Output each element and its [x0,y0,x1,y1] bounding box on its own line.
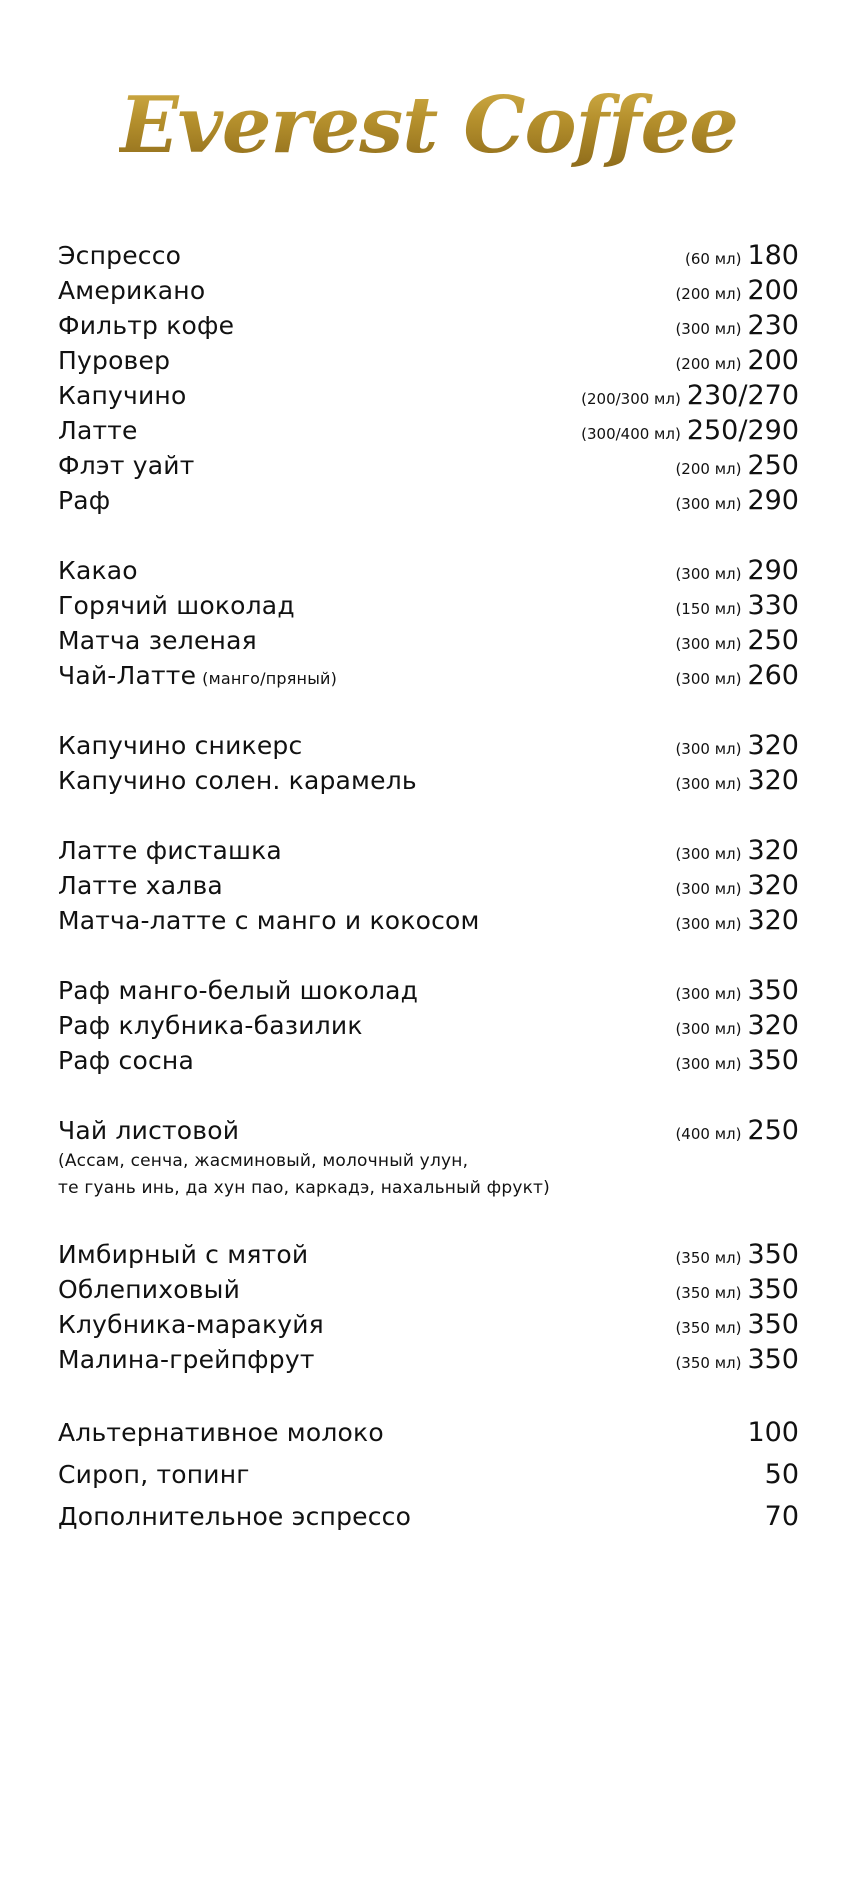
menu-item [58,623,799,658]
menu [58,238,799,1538]
menu-section-tea-specials [58,1237,799,1377]
brand-title: Everest Coffee [119,80,738,171]
item-volume: (150 мл) [675,600,742,618]
menu-item [58,273,799,308]
item-volume: (300 мл) [675,1055,742,1073]
item-price: 250/290 [686,415,799,446]
item-price: 230/270 [686,380,799,411]
item-volume: (300 мл) [675,985,742,1003]
item-price: 320 [747,1010,799,1041]
menu-item [58,1043,799,1078]
menu-item [58,448,799,483]
item-name: Раф сосна [58,1046,194,1075]
item-volume: (300 мл) [675,1020,742,1038]
item-name: Какао [58,556,138,585]
item-price: 350 [747,975,799,1006]
brand-logo [0,80,857,171]
item-volume: (300 мл) [675,775,742,793]
item-price: 350 [747,1274,799,1305]
extra-price: 50 [764,1459,799,1490]
menu-section-raf-specials [58,973,799,1078]
menu-section-extras [58,1412,799,1538]
item-name: Флэт уайт [58,451,195,480]
item-volume: (60 мл) [684,250,742,268]
menu-item [58,378,799,413]
menu-item [58,483,799,518]
item-price: 180 [747,240,799,271]
item-volume: (300 мл) [675,845,742,863]
menu-item [58,1113,799,1148]
menu-item [58,1237,799,1272]
menu-section-cappuccino-specials [58,728,799,798]
item-price: 350 [747,1309,799,1340]
menu-item [58,1307,799,1342]
item-name: Латте фисташка [58,836,282,865]
item-name: Латте [58,416,138,445]
item-volume: (300 мл) [675,495,742,513]
menu-item [58,728,799,763]
item-name: Малина-грейпфрут [58,1345,315,1374]
item-name: Пуровер [58,346,171,375]
item-volume: (200 мл) [675,355,742,373]
item-price: 320 [747,835,799,866]
item-name: Эспрессо [58,241,182,270]
item-name: Раф клубника-базилик [58,1011,363,1040]
menu-item [58,1272,799,1307]
item-name: Матча зеленая [58,626,257,655]
menu-section-hot-drinks [58,553,799,693]
menu-item [58,658,799,693]
item-name: Чай листовой [58,1116,240,1145]
item-volume: (350 мл) [675,1319,742,1337]
menu-section-leaf-tea [58,1113,799,1202]
item-price: 250 [747,1115,799,1146]
item-name: Имбирный с мятой [58,1240,309,1269]
item-price: 290 [747,555,799,586]
menu-item [58,833,799,868]
item-volume: (350 мл) [675,1354,742,1372]
item-name: Горячий шоколад [58,591,295,620]
extra-name: Сироп, топинг [58,1460,250,1489]
item-volume: (200/300 мл) [581,390,681,408]
item-price: 320 [747,730,799,761]
extra-item [58,1454,799,1496]
menu-item [58,343,799,378]
extra-name: Дополнительное эспрессо [58,1502,412,1531]
item-name: Капучино сникерс [58,731,303,760]
item-name: Чай-Латте [58,661,197,690]
item-volume: (200 мл) [675,460,742,478]
item-volume: (300 мл) [675,670,742,688]
item-name: Капучино солен. карамель [58,766,417,795]
item-price: 350 [747,1344,799,1375]
menu-item [58,413,799,448]
menu-item [58,553,799,588]
item-price: 320 [747,905,799,936]
item-name: Американо [58,276,206,305]
menu-item [58,1008,799,1043]
item-price: 350 [747,1239,799,1270]
item-price: 260 [747,660,799,691]
item-volume: (300 мл) [675,915,742,933]
item-name: Матча-латте с манго и кокосом [58,906,480,935]
tea-varieties-line: (Ассам, сенча, жасминовый, молочный улун, [58,1151,469,1171]
menu-item [58,903,799,938]
menu-item [58,868,799,903]
extra-item [58,1412,799,1454]
item-note: (манго/пряный) [202,669,338,688]
menu-item [58,973,799,1008]
item-name: Клубника-маракуйя [58,1310,324,1339]
extra-name: Альтернативное молоко [58,1418,384,1447]
menu-section-coffee [58,238,799,518]
extra-price: 70 [764,1501,799,1532]
item-price: 320 [747,765,799,796]
item-price: 250 [747,625,799,656]
menu-section-latte-specials [58,833,799,938]
menu-item [58,308,799,343]
item-price: 350 [747,1045,799,1076]
item-name: Облепиховый [58,1275,241,1304]
item-name: Капучино [58,381,187,410]
menu-item [58,1342,799,1377]
item-name: Латте халва [58,871,223,900]
item-price: 230 [747,310,799,341]
item-price: 290 [747,485,799,516]
item-volume: (350 мл) [675,1284,742,1302]
item-volume: (300 мл) [675,740,742,758]
item-price: 330 [747,590,799,621]
item-volume: (300 мл) [675,880,742,898]
item-volume: (300 мл) [675,320,742,338]
item-volume: (300/400 мл) [581,425,681,443]
item-volume: (200 мл) [675,285,742,303]
item-volume: (300 мл) [675,565,742,583]
extra-price: 100 [747,1417,799,1448]
menu-item [58,238,799,273]
item-volume: (300 мл) [675,635,742,653]
item-volume: (350 мл) [675,1249,742,1267]
item-name: Фильтр кофе [58,311,235,340]
item-price: 200 [747,275,799,306]
menu-item [58,588,799,623]
item-price: 250 [747,450,799,481]
tea-varieties-line: те гуань инь, да хун пао, каркадэ, нахальный фрукт) [58,1178,550,1198]
item-volume: (400 мл) [675,1125,742,1143]
item-name: Раф манго-белый шоколад [58,976,419,1005]
menu-item [58,763,799,798]
extra-item [58,1496,799,1538]
item-name: Раф [58,486,111,515]
item-price: 320 [747,870,799,901]
item-price: 200 [747,345,799,376]
